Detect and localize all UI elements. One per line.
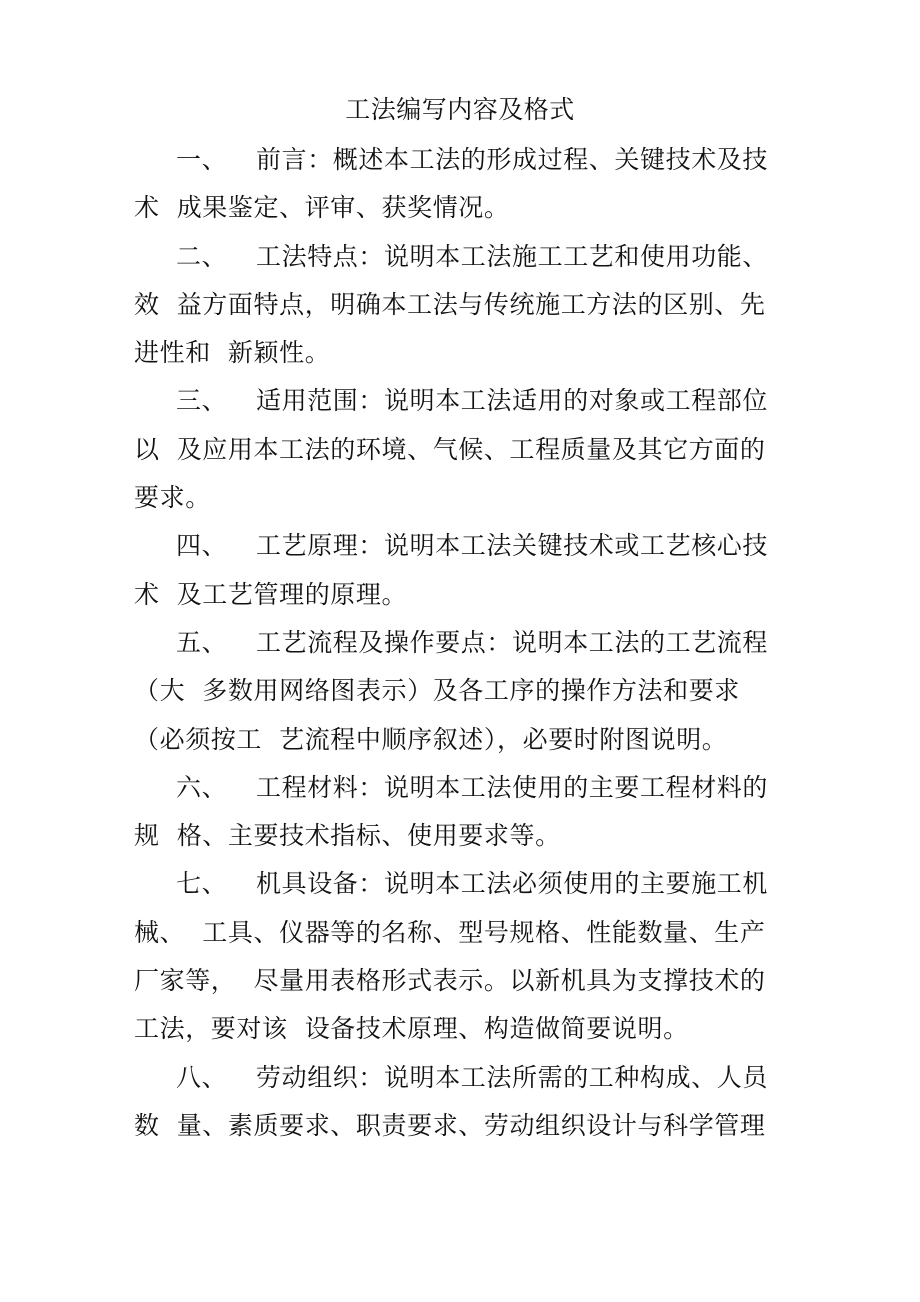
- section-number: 四、: [176, 531, 228, 561]
- section-3-line-3: 要求。: [134, 483, 211, 513]
- section-number: 一、: [176, 145, 228, 174]
- section-3-line-2: 以 及应用本工法的环境、气候、工程质量及其它方面的: [134, 434, 766, 464]
- section-number: 七、: [176, 869, 228, 899]
- section-text: 工法特点：说明本工法施工工艺和使用功能、: [256, 241, 769, 271]
- section-text: 机具设备：说明本工法必须使用的主要施工机: [256, 869, 769, 899]
- section-3-line-1: [134, 381, 794, 429]
- section-8-line-1: [134, 1058, 794, 1106]
- document-title: 工法编写内容及格式: [345, 95, 575, 124]
- section-4-line-2: 术 及工艺管理的原理。: [134, 579, 408, 609]
- section-7: [134, 864, 794, 1057]
- section-4: [134, 526, 794, 623]
- section-text: 工艺流程及操作要点：说明本工法的工艺流程: [256, 627, 769, 657]
- section-1-line-1: [134, 140, 794, 188]
- section-1-line-2: 术 成果鉴定、评审、获奖情况。: [134, 193, 510, 223]
- section-text: 前言：概述本工法的形成过程、关键技术及技: [256, 145, 769, 174]
- section-text: 工程材料：说明本工法使用的主要工程材料的: [256, 772, 769, 802]
- section-6-line-1: [134, 768, 794, 816]
- section-7-line-4: 工法，要对该 设备技术原理、构造做简要说明。: [134, 1014, 689, 1044]
- section-number: 三、: [176, 386, 228, 416]
- section-2-line-1: [134, 237, 794, 285]
- section-7-line-3: 厂家等， 尽量用表格形式表示。以新机具为支撑技术的: [134, 966, 766, 996]
- section-number: 二、: [176, 241, 228, 271]
- section-number: 六、: [176, 772, 228, 802]
- section-5-line-1: [134, 623, 794, 671]
- section-7-line-1: [134, 864, 794, 912]
- document-body: [134, 140, 794, 1154]
- section-5-line-2: （大 多数用网络图表示）及各工序的操作方法和要求: [134, 676, 740, 706]
- section-8: [134, 1058, 794, 1155]
- section-1: [134, 140, 794, 237]
- section-3: [134, 381, 794, 526]
- section-text: 适用范围：说明本工法适用的对象或工程部位: [256, 386, 769, 416]
- section-5-line-3: （必须按工 艺流程中顺序叙述），必要时附图说明。: [134, 724, 728, 754]
- section-6-line-2: 规 格、主要技术指标、使用要求等。: [134, 821, 561, 851]
- section-2-line-3: 进性和 新颖性。: [134, 338, 331, 368]
- section-text: 工艺原理：说明本工法关键技术或工艺核心技: [256, 531, 769, 561]
- section-2: [134, 237, 794, 382]
- section-text: 劳动组织：说明本工法所需的工种构成、人员: [256, 1062, 769, 1092]
- section-number: 五、: [176, 627, 228, 657]
- section-7-line-2: 械、 工具、仪器等的名称、型号规格、性能数量、生产: [134, 917, 766, 947]
- section-4-line-1: [134, 526, 794, 574]
- section-8-line-2: 数 量、素质要求、职责要求、劳动组织设计与科学管理: [134, 1110, 766, 1140]
- section-number: 八、: [176, 1062, 228, 1092]
- section-5: [134, 623, 794, 768]
- section-6: [134, 768, 794, 865]
- section-2-line-2: 效 益方面特点，明确本工法与传统施工方法的区别、先: [134, 289, 766, 319]
